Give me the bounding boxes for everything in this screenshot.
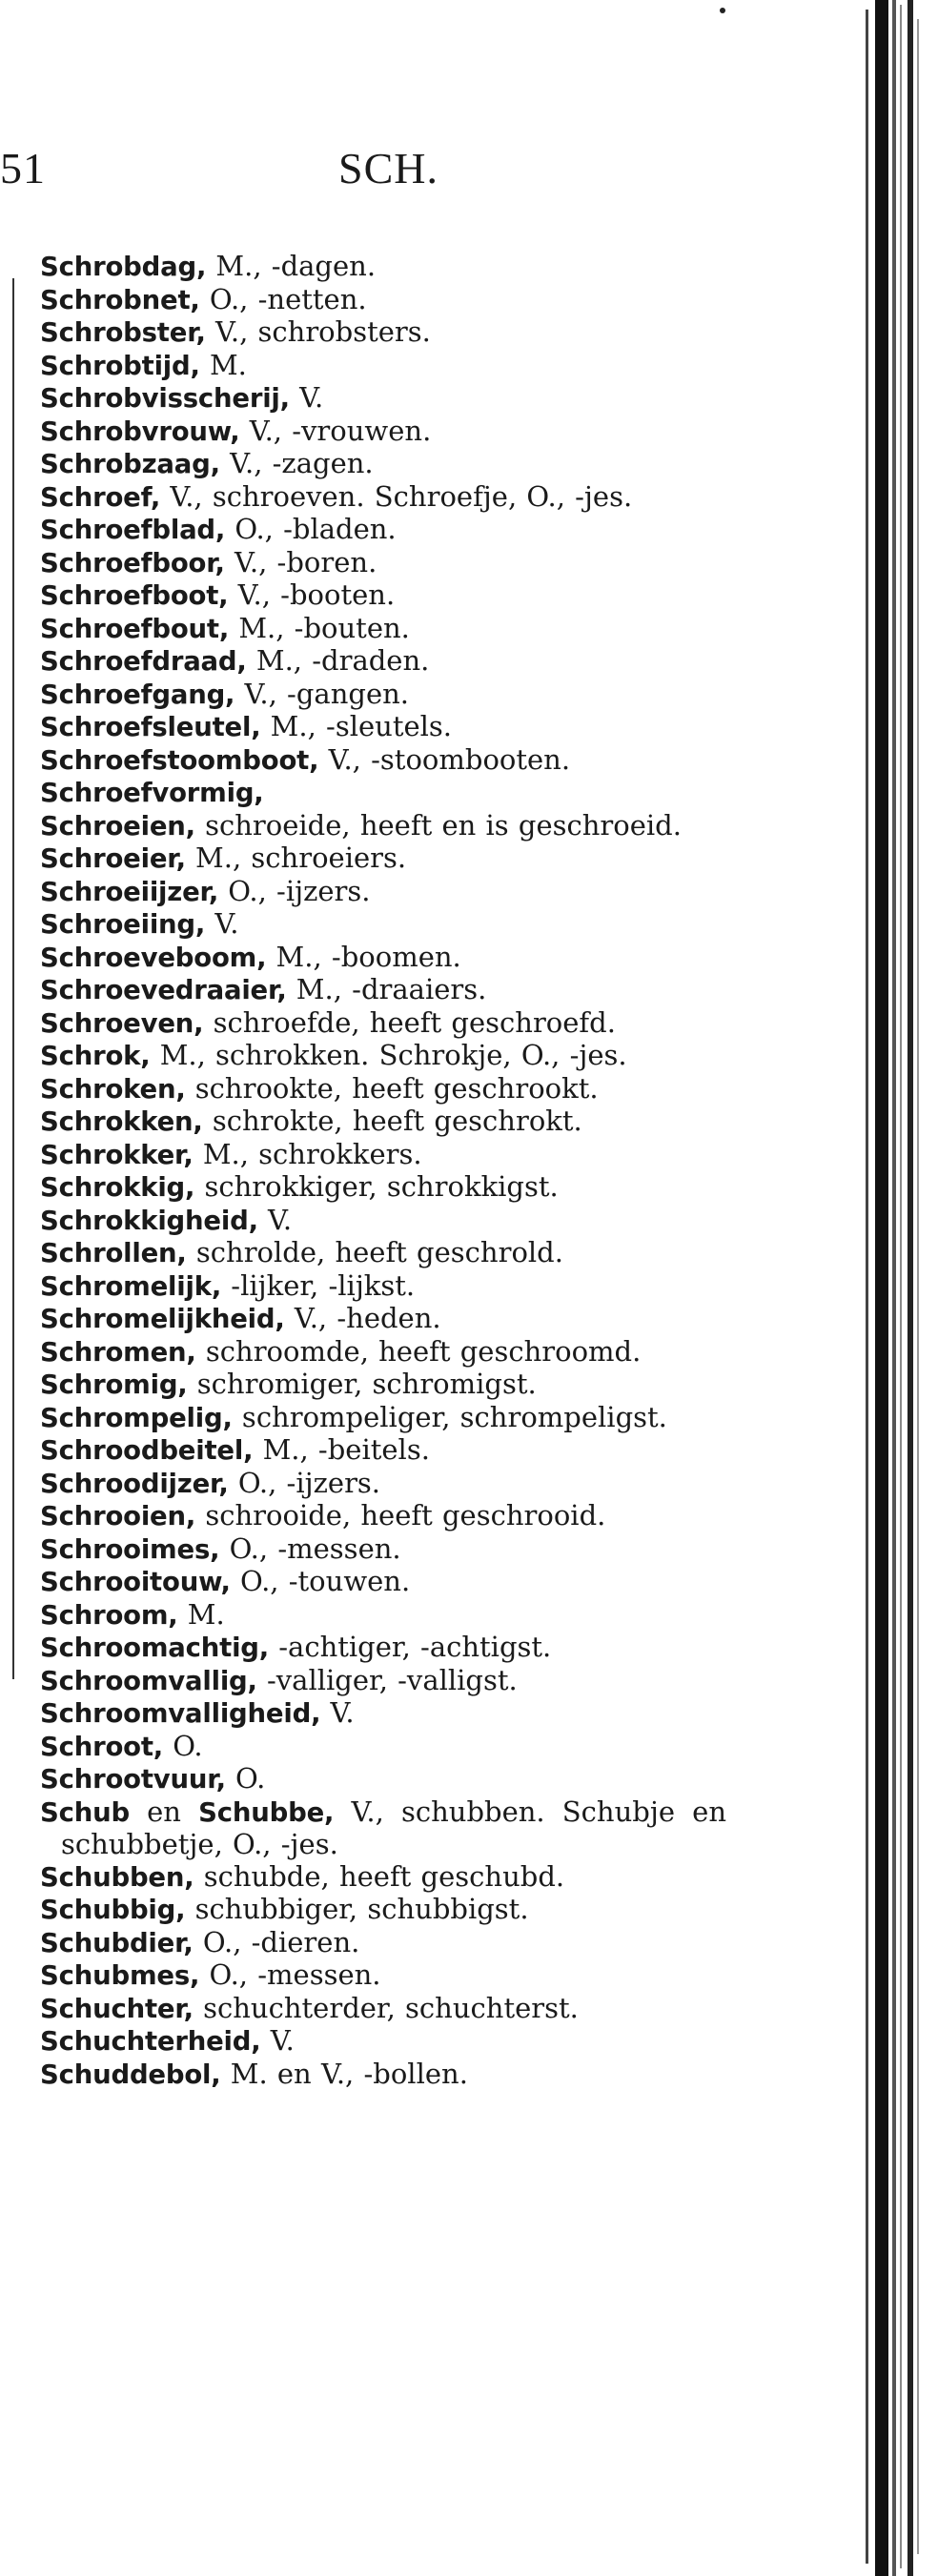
entry-headword: Schroeier,: [40, 843, 186, 874]
entry-definition: O., -messen.: [199, 1958, 381, 1991]
margin-rule: [12, 278, 14, 1679]
entry-headword: Schrokker,: [40, 1139, 194, 1170]
entry-definition: O., -netten.: [199, 282, 367, 315]
entry-headword: Schub: [40, 1796, 130, 1828]
entry-definition: M., -bouten.: [229, 611, 410, 644]
dictionary-entry: [40, 908, 726, 942]
dictionary-entry: [40, 1894, 726, 1927]
dictionary-entry: [40, 1927, 726, 1960]
dictionary-entry: [40, 1402, 726, 1435]
entry-headword: Schroeien,: [40, 810, 195, 842]
entry-definition: M. en V., -bollen.: [220, 2057, 468, 2090]
entry-definition: schubde, heeft geschubd.: [194, 1859, 565, 1893]
entry-headword: Schrooien,: [40, 1501, 196, 1531]
dictionary-entry: [40, 711, 726, 744]
dictionary-entry: [40, 448, 726, 481]
entry-definition: schroomde, heeft geschroomd.: [195, 1334, 642, 1368]
entry-definition: O., -ijzers.: [228, 1466, 381, 1499]
dictionary-entry: [40, 1303, 726, 1336]
entry-headword: Schroefgang,: [40, 679, 235, 710]
entry-definition: schrooide, heeft geschrooid.: [195, 1499, 606, 1531]
dictionary-entry: [40, 1763, 726, 1796]
entry-definition: V., -heden.: [284, 1302, 441, 1334]
dictionary-entry: [40, 284, 726, 317]
entry-definition: V., -boren.: [224, 545, 377, 578]
entry-definition: M.: [199, 348, 247, 381]
entry-headword: Schrobtijd,: [40, 350, 200, 381]
entry-definition: M., schrokkers.: [193, 1137, 422, 1170]
entry-headword: Schromig,: [40, 1369, 188, 1400]
entry-headword: Schromelijk,: [40, 1270, 222, 1302]
entry-definition: V.: [320, 1696, 355, 1729]
entry-definition: V.: [205, 907, 239, 940]
entry-definition: O., -touwen.: [230, 1565, 411, 1597]
dictionary-entry: [40, 1861, 726, 1895]
entry-headword: Schroodijzer,: [40, 1468, 229, 1499]
dictionary-entry-list: [40, 251, 726, 2091]
entry-headword: Schubben,: [40, 1861, 194, 1893]
dictionary-entry: [40, 416, 726, 449]
dictionary-entry: [40, 1697, 726, 1731]
entry-headword: Schrokken,: [40, 1106, 203, 1137]
dictionary-entry: [40, 1468, 726, 1501]
entry-headword: Schrootvuur,: [40, 1764, 226, 1795]
dictionary-entry: [40, 350, 726, 383]
entry-headword: Schroom,: [40, 1599, 178, 1631]
entry-definition: M., schroeiers.: [185, 842, 407, 874]
ink-dot: [720, 8, 725, 13]
dictionary-entry: [40, 316, 726, 350]
entry-definition: schubbiger, schubbigst.: [185, 1893, 529, 1925]
entry-definition: M.: [177, 1597, 225, 1631]
dictionary-entry: [40, 1270, 726, 1304]
dictionary-entry: [40, 1237, 726, 1270]
page-edge-binding: [858, 0, 938, 2576]
dictionary-entry: [40, 514, 726, 547]
entry-headword: Schubmes,: [40, 1960, 200, 1991]
entry-headword: Schromen,: [40, 1336, 196, 1368]
entry-definition: M., -boomen.: [266, 940, 461, 973]
entry-definition: O., -bladen.: [225, 513, 397, 545]
dictionary-entry: [40, 810, 726, 843]
entry-definition: O., -ijzers.: [218, 874, 371, 907]
entry-definition: V., -vrouwen.: [239, 414, 432, 447]
dictionary-entry: [40, 645, 726, 679]
entry-headword: Schroefbout,: [40, 613, 230, 644]
entry-headword: Schubbig,: [40, 1895, 186, 1925]
dictionary-entry: [40, 1566, 726, 1599]
entry-definition: M., -draaiers.: [286, 973, 487, 1005]
dictionary-entry: [40, 1796, 726, 1861]
dictionary-entry: [40, 974, 726, 1007]
entry-definition: schroeide, heeft en is geschroeid.: [194, 808, 682, 842]
entry-definition: schrokkiger, schrokkigst.: [194, 1170, 559, 1203]
entry-headword: Schroefsleutel,: [40, 712, 261, 742]
entry-headword: Schroefboot,: [40, 580, 229, 611]
entry-definition: V., schroeven. Schroefje, O., -jes.: [160, 479, 633, 513]
entry-definition: V., -stoombooten.: [318, 742, 571, 776]
entry-headword: Schroefstoomboot,: [40, 744, 319, 776]
entry-definition-continued: V., schubben. Schubje en schubbetje, O., -jes.: [61, 1795, 726, 1860]
entry-definition: M., -dagen.: [206, 250, 377, 282]
entry-headword: Schroefboor,: [40, 547, 225, 578]
dictionary-entry: [40, 1073, 726, 1106]
entry-headword: Schrooitouw,: [40, 1567, 231, 1597]
dictionary-entry: [40, 1434, 726, 1468]
entry-definition: M., -beitels.: [253, 1433, 430, 1466]
dictionary-entry: [40, 1599, 726, 1633]
entry-definition: M., -sleutels.: [260, 710, 453, 742]
dictionary-entry: [40, 744, 726, 778]
entry-headword: Schroken,: [40, 1073, 186, 1105]
entry-definition: M., -draden.: [246, 644, 430, 677]
entry-headword: Schrok,: [40, 1041, 151, 1071]
entry-definition: schrompeliger, schrompeligst.: [232, 1400, 667, 1433]
entry-headword: Schuddebol,: [40, 2059, 221, 2090]
entry-headword: Schroeiijzer,: [40, 876, 219, 907]
entry-definition: schrookte, heeft geschrookt.: [185, 1071, 599, 1105]
entry-headword: Schrompelig,: [40, 1402, 233, 1433]
entry-headword: Schrooimes,: [40, 1533, 220, 1565]
entry-headword: Schroefvormig,: [40, 778, 264, 808]
entry-definition: -valliger, -valligst.: [256, 1663, 518, 1696]
entry-definition: V., schrobsters.: [205, 315, 431, 348]
entry-headword: Schroomvallig,: [40, 1665, 257, 1696]
entry-headword: Schroefdraad,: [40, 646, 247, 677]
entry-headword: Schrokkigheid,: [40, 1205, 258, 1236]
dictionary-entry: [40, 579, 726, 613]
entry-definition: V.: [260, 2024, 295, 2057]
entry-headword: Schroefblad,: [40, 515, 226, 545]
entry-headword: Schroot,: [40, 1731, 164, 1762]
entry-headword: Schroevedraaier,: [40, 975, 287, 1005]
entry-definition: schrolde, heeft geschrold.: [186, 1236, 563, 1268]
dictionary-entry: [40, 1369, 726, 1402]
entry-definition: schromiger, schromigst.: [187, 1368, 537, 1400]
entry-headword-variant: Schubbe,: [198, 1796, 335, 1828]
entry-headword: Schroeveboom,: [40, 942, 267, 973]
dictionary-entry: [40, 876, 726, 909]
entry-headword: Schrokkig,: [40, 1172, 195, 1203]
dictionary-entry: [40, 942, 726, 975]
page-number: 51: [0, 144, 46, 193]
entry-headword: Schrollen,: [40, 1238, 187, 1268]
entry-headword: Schuchterheid,: [40, 2026, 261, 2057]
entry-headword: Schuchter,: [40, 1993, 194, 2024]
entry-definition: O.: [163, 1729, 203, 1762]
dictionary-entry: [40, 1993, 726, 2026]
dictionary-entry: [40, 613, 726, 646]
entry-headword: Schroodbeitel,: [40, 1435, 254, 1466]
dictionary-entry: [40, 1959, 726, 1993]
entry-headword: Schroomachtig,: [40, 1633, 270, 1663]
entry-definition: V.: [289, 381, 324, 414]
entry-headword: Schrobvrouw,: [40, 416, 240, 447]
dictionary-entry: [40, 1632, 726, 1665]
entry-headword: Schromelijkheid,: [40, 1304, 285, 1334]
entry-definition: V.: [257, 1203, 293, 1236]
dictionary-entry: [40, 1665, 726, 1698]
entry-definition: V., -booten.: [228, 578, 396, 611]
dictionary-entry: [40, 382, 726, 416]
entry-headword: Schroomvalligheid,: [40, 1698, 321, 1729]
section-heading: SCH.: [338, 144, 438, 193]
entry-definition: -achtiger, -achtigst.: [269, 1631, 552, 1663]
entry-headword: Schubdier,: [40, 1927, 194, 1958]
entry-headword: Schrobnet,: [40, 284, 200, 315]
entry-headword: Schrobvisscherij,: [40, 383, 290, 414]
dictionary-entry: [40, 1040, 726, 1073]
dictionary-entry: [40, 1731, 726, 1764]
dictionary-entry: [40, 1007, 726, 1041]
dictionary-entry: [40, 547, 726, 580]
dictionary-entry: [40, 842, 726, 876]
entry-definition: O., -messen.: [219, 1531, 401, 1565]
entry-definition: M., schrokken. Schrokje, O., -jes.: [150, 1039, 627, 1071]
entry-headword: Schroeven,: [40, 1007, 204, 1039]
entry-definition: schrokte, heeft geschrokt.: [202, 1105, 582, 1137]
dictionary-entry: [40, 2025, 726, 2059]
dictionary-entry: [40, 481, 726, 515]
dictionary-entry: [40, 1205, 726, 1238]
dictionary-entry: [40, 679, 726, 712]
dictionary-entry: [40, 1139, 726, 1172]
dictionary-entry: [40, 777, 726, 810]
entry-headword: Schrobdag,: [40, 252, 207, 282]
entry-definition: O.: [225, 1762, 266, 1795]
dictionary-entry: [40, 1336, 726, 1369]
dictionary-entry: [40, 2059, 726, 2092]
entry-definition: V., -zagen.: [219, 447, 374, 479]
entry-definition: en: [129, 1795, 199, 1828]
entry-headword: Schrobster,: [40, 317, 206, 348]
entry-definition: -lijker, -lijkst.: [221, 1268, 416, 1302]
entry-headword: Schroeiing,: [40, 909, 206, 940]
dictionary-entry: [40, 1105, 726, 1139]
dictionary-entry: [40, 1533, 726, 1567]
dictionary-entry: [40, 1171, 726, 1205]
entry-headword: Schrobzaag,: [40, 449, 220, 479]
entry-definition: schroefde, heeft geschroefd.: [203, 1005, 616, 1039]
dictionary-entry: [40, 251, 726, 284]
entry-definition: O., -dieren.: [193, 1925, 360, 1958]
entry-definition: V., -gangen.: [234, 677, 410, 710]
entry-headword: Schroef,: [40, 481, 161, 513]
dictionary-entry: [40, 1500, 726, 1533]
entry-definition: schuchterder, schuchterst.: [193, 1991, 579, 2024]
